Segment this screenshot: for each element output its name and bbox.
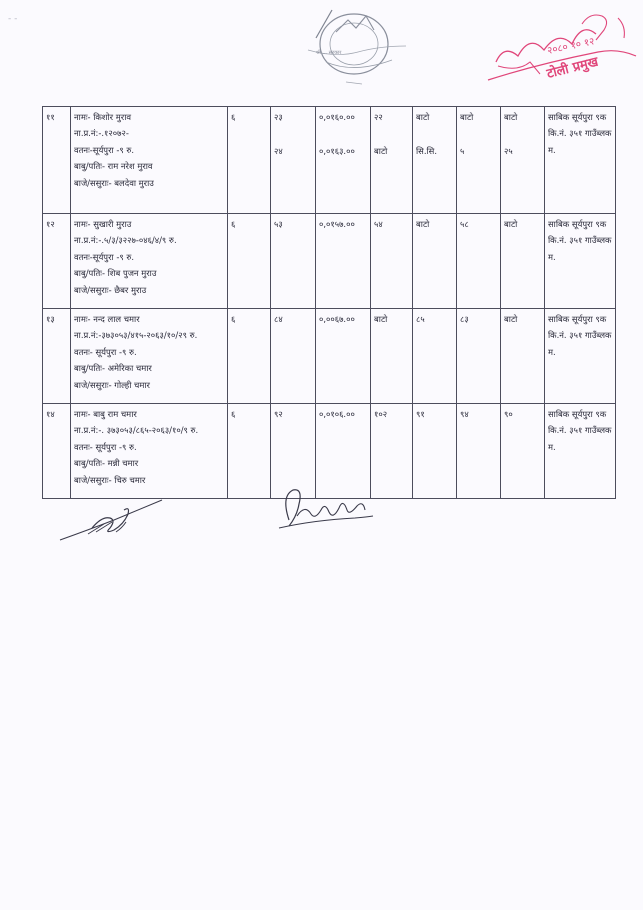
boundary-east [371,107,413,214]
owner-name: नामः- बाबु राम चमार [74,409,137,419]
corner-annotation-title: टोली प्रमुख [545,54,600,82]
boundary-north: ८३ [457,309,501,404]
owner-details [71,404,228,499]
father-name: बाबु/पतिः- अमेरिका चमार [74,363,152,374]
plot-number-b: २४ [274,146,283,157]
owner-address: वतनः-सूर्यपुरा -९ रु. [74,251,135,262]
plot-area: ०,००६७.०० [316,309,371,404]
table-row [43,404,616,499]
citizenship-number: ना.प्र.नं:-. ३७३०५३/८६५-२०६३/१०/९ रु. [74,425,199,436]
grandfather-name: बाजे/ससुराः- छैबर मुराउ [74,284,147,295]
margin-mark: - - [8,14,18,24]
plot-area: ०,०१०६.०० [316,404,371,499]
remark-line: कि.नं. ३५१ गाउँब्लक [548,425,612,436]
remark-line: म. [548,144,556,155]
official-seal [296,2,416,94]
remark-line: म. [548,346,556,357]
table-row [43,107,616,214]
seal-text: श्री ... सरकार [316,50,342,56]
owner-address: वतनः- सूर्यपुरा -९ रु. [74,441,137,452]
citizenship-number: ना.प्र.नं:-३७३०५३/४१५-२०६३/१०/२९ रु. [74,330,198,341]
boundary-west-b: सि.सि. [416,146,437,157]
remark-line: कि.नं. ३५१ गाउँब्लक [548,235,612,246]
boundary-west: बाटो [413,214,457,309]
center-signature [275,486,380,532]
owner-details [71,107,228,214]
father-name: बाबु/पतिः- मन्नी चमार [74,458,139,469]
boundary-north-a: बाटो [460,112,474,122]
boundary-north: ९४ [457,404,501,499]
plot-number-a: २३ [274,112,283,122]
serial-number: १२ [43,214,71,309]
remark-line: साबिक सूर्यपुरा ९क [548,219,607,229]
plot-number: ५३ [271,214,316,309]
boundary-north: ५८ [457,214,501,309]
owner-name: नामः- किशोर मुराव [74,112,132,122]
remarks [545,309,616,404]
boundary-east-b: बाटो [374,146,388,157]
corner-annotation-date: २०८० १० १२ [546,36,596,57]
citizenship-number: ना.प्र.नं:-.५/३/३२२७-०४६/४/९ रु. [74,235,177,246]
boundary-east: बाटो [371,309,413,404]
owner-address: वतनः-सूर्यपुरा -९ रु. [74,144,135,155]
boundary-west: ९१ [413,404,457,499]
table-row [43,214,616,309]
boundary-east: ५४ [371,214,413,309]
land-records-table [42,106,616,499]
father-name: बाबु/पतिः- राम नरेश मुराव [74,161,153,172]
boundary-south: ९० [501,404,545,499]
serial-number: ११ [43,107,71,214]
remark-line: कि.नं. ३५१ गाउँब्लक [548,128,612,139]
serial-number: १३ [43,309,71,404]
boundary-south-b: २५ [504,146,513,157]
owner-details [71,309,228,404]
boundary-west: ८५ [413,309,457,404]
plot-area [316,107,371,214]
boundary-south [501,107,545,214]
plot-area-b: ०,०१६३.०० [319,146,355,157]
grandfather-name: बाजे/ससुराः- चिरु चमार [74,474,146,485]
boundary-east-a: २२ [374,112,383,122]
remarks [545,214,616,309]
remark-line: कि.नं. ३५१ गाउँब्लक [548,330,612,341]
plot-area: ०,०१५७.०० [316,214,371,309]
corner-signature-stamp [478,4,643,102]
serial-number: १४ [43,404,71,499]
grandfather-name: बाजे/ससुराः- बलदेवा मुराउ [74,177,154,188]
ward-number: ६ [228,309,271,404]
owner-name: नामः- सुखारी मुराउ [74,219,132,229]
grandfather-name: बाजे/ससुराः- गोल्ही चमार [74,379,150,390]
plot-number [271,107,316,214]
plot-number: ८४ [271,309,316,404]
citizenship-number: ना.प्र.नं:-.१२०७२- [74,128,129,139]
boundary-east: १०२ [371,404,413,499]
father-name: बाबु/पतिः- शिब पुजन मुराउ [74,268,157,279]
remark-line: साबिक सूर्यपुरा ९क [548,314,607,324]
boundary-north [457,107,501,214]
ward-number: ६ [228,404,271,499]
boundary-south: बाटो [501,309,545,404]
ward-number: ६ [228,214,271,309]
boundary-south: बाटो [501,214,545,309]
remark-line: म. [548,441,556,452]
owner-address: वतनः- सूर्यपुरा -९ रु. [74,346,137,357]
owner-name: नामः- नन्द लाल चमार [74,314,140,324]
owner-details [71,214,228,309]
left-signature [58,494,166,544]
boundary-west-a: बाटो [416,112,430,122]
remark-line: साबिक सूर्यपुरा ९क [548,409,607,419]
plot-number: ९२ [271,404,316,499]
ward-number: ६ [228,107,271,214]
table-row [43,309,616,404]
plot-area-a: ०,०१६०.०० [319,112,355,122]
boundary-west [413,107,457,214]
remarks [545,404,616,499]
boundary-north-b: ५ [460,146,465,157]
remark-line: साबिक सूर्यपुरा ९क [548,112,607,122]
remark-line: म. [548,251,556,262]
boundary-south-a: बाटो [504,112,518,122]
remarks [545,107,616,214]
